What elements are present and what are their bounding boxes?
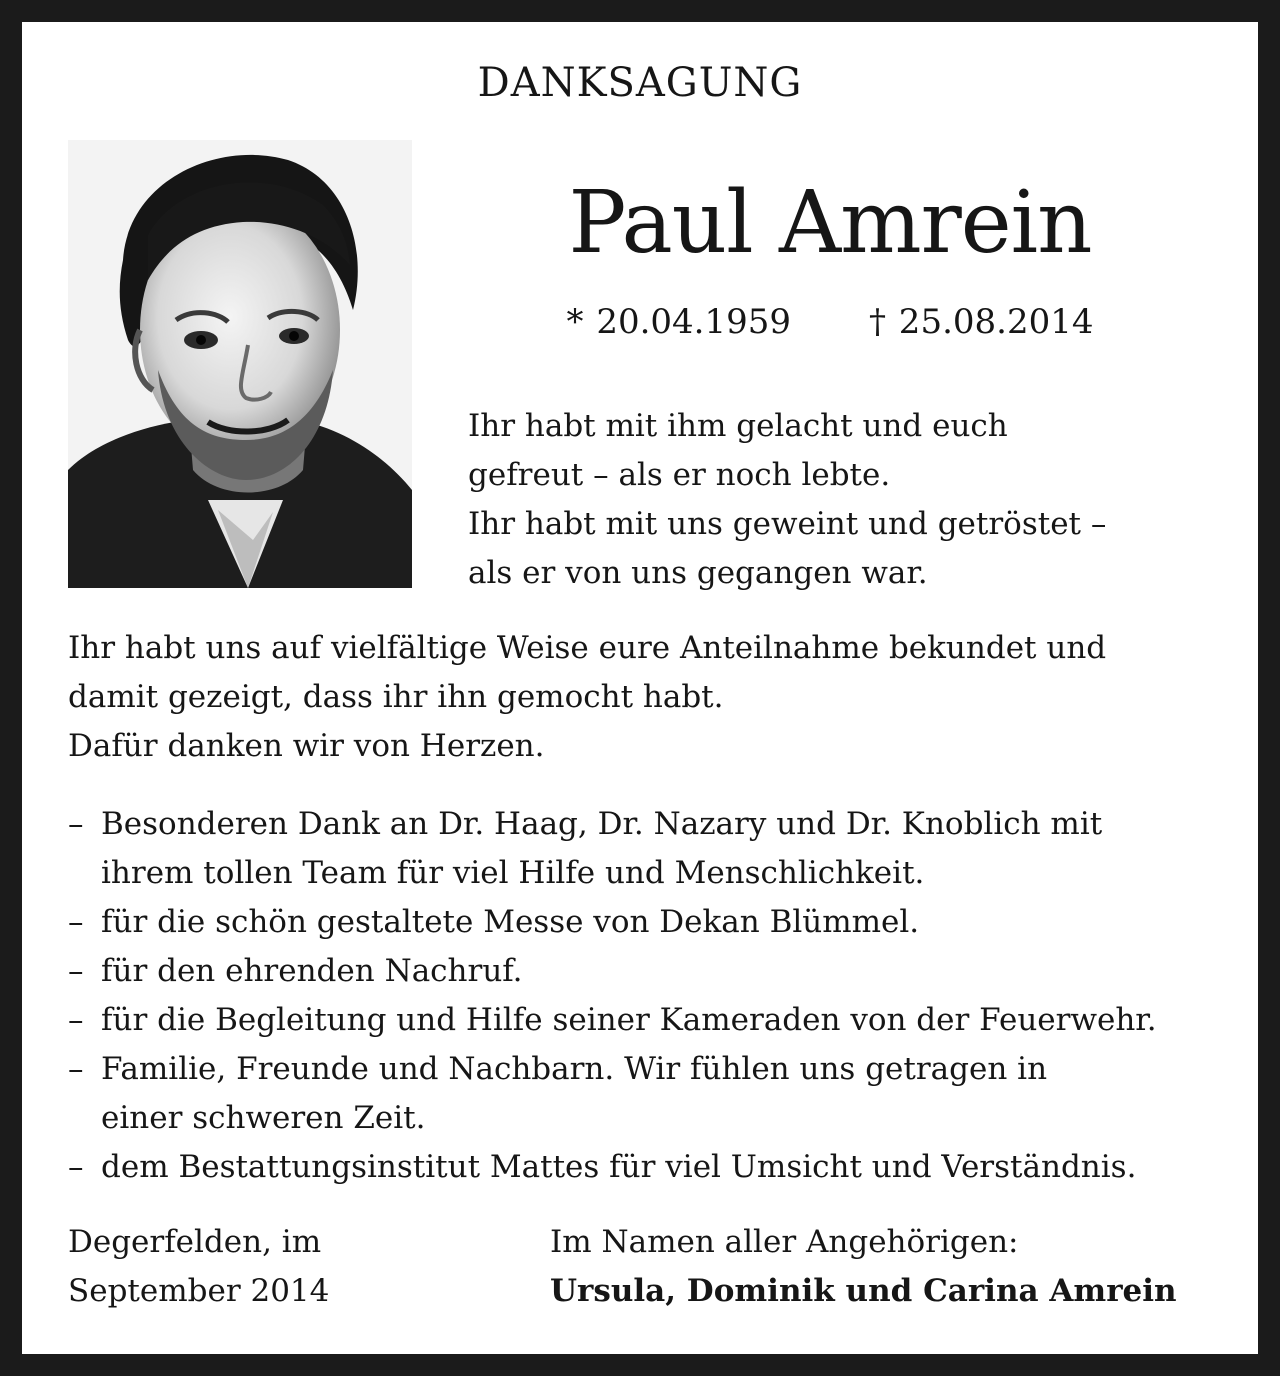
list-item-line: Besonderen Dank an Dr. Haag, Dr. Nazary und Dr. Knoblich mit — [101, 806, 1103, 842]
verse-line: Ihr habt mit ihm gelacht und euch — [468, 408, 1008, 444]
list-item-line: ihrem tollen Team für viel Hilfe und Menschlichkeit. — [101, 855, 925, 891]
death-date: † 25.08.2014 — [869, 302, 1094, 342]
thanks-list — [68, 800, 1228, 1192]
list-dash: – — [68, 806, 84, 842]
list-dash: – — [68, 904, 84, 940]
list-item-line: dem Bestattungsinstitut Mattes für viel Umsicht und Verständnis. — [101, 1149, 1137, 1185]
thanks-line: damit gezeigt, dass ihr ihn gemocht habt. — [68, 679, 724, 715]
verse-line: gefreut – als er noch lebte. — [468, 457, 891, 493]
list-item — [68, 1143, 1228, 1192]
thanks-line: Ihr habt uns auf vielfältige Weise eure Anteilnahme bekundet und — [68, 630, 1107, 666]
list-dash: – — [68, 1002, 84, 1038]
list-item-line: für den ehrenden Nachruf. — [101, 953, 523, 989]
verse-line: als er von uns gegangen war. — [468, 555, 928, 591]
birth-date: * 20.04.1959 — [566, 302, 791, 342]
list-dash: – — [68, 1149, 84, 1185]
date-line: September 2014 — [68, 1273, 330, 1309]
list-dash: – — [68, 1051, 84, 1087]
thanks-line: Dafür danken wir von Herzen. — [68, 728, 545, 764]
memorial-verse — [468, 402, 1228, 598]
verse-line: Ihr habt mit uns geweint und getröstet – — [468, 506, 1107, 542]
portrait-photo — [68, 140, 412, 588]
list-item-line: für die schön gestaltete Messe von Dekan Blümmel. — [101, 904, 920, 940]
list-item — [68, 996, 1228, 1045]
signature-block — [550, 1218, 1250, 1316]
notice-heading: DANKSAGUNG — [477, 60, 803, 106]
place-line: Degerfelden, im — [68, 1224, 322, 1260]
list-item — [68, 898, 1228, 947]
list-item-line: Familie, Freunde und Nachbarn. Wir fühlen uns getragen in — [101, 1051, 1048, 1087]
list-item — [68, 800, 1228, 898]
place-and-date — [68, 1218, 488, 1316]
list-dash: – — [68, 953, 84, 989]
signature-intro: Im Namen aller Angehörigen: — [550, 1224, 1019, 1260]
deceased-name: Paul Amrein — [568, 173, 1092, 273]
list-item — [68, 947, 1228, 996]
list-item-line: einer schweren Zeit. — [101, 1100, 426, 1136]
thanks-paragraph — [68, 624, 1228, 771]
signature-names: Ursula, Dominik und Carina Amrein — [550, 1273, 1177, 1309]
list-item-line: für die Begleitung und Hilfe seiner Kameraden von der Feuerwehr. — [101, 1002, 1157, 1038]
list-item — [68, 1045, 1228, 1143]
life-dates — [460, 302, 1200, 342]
